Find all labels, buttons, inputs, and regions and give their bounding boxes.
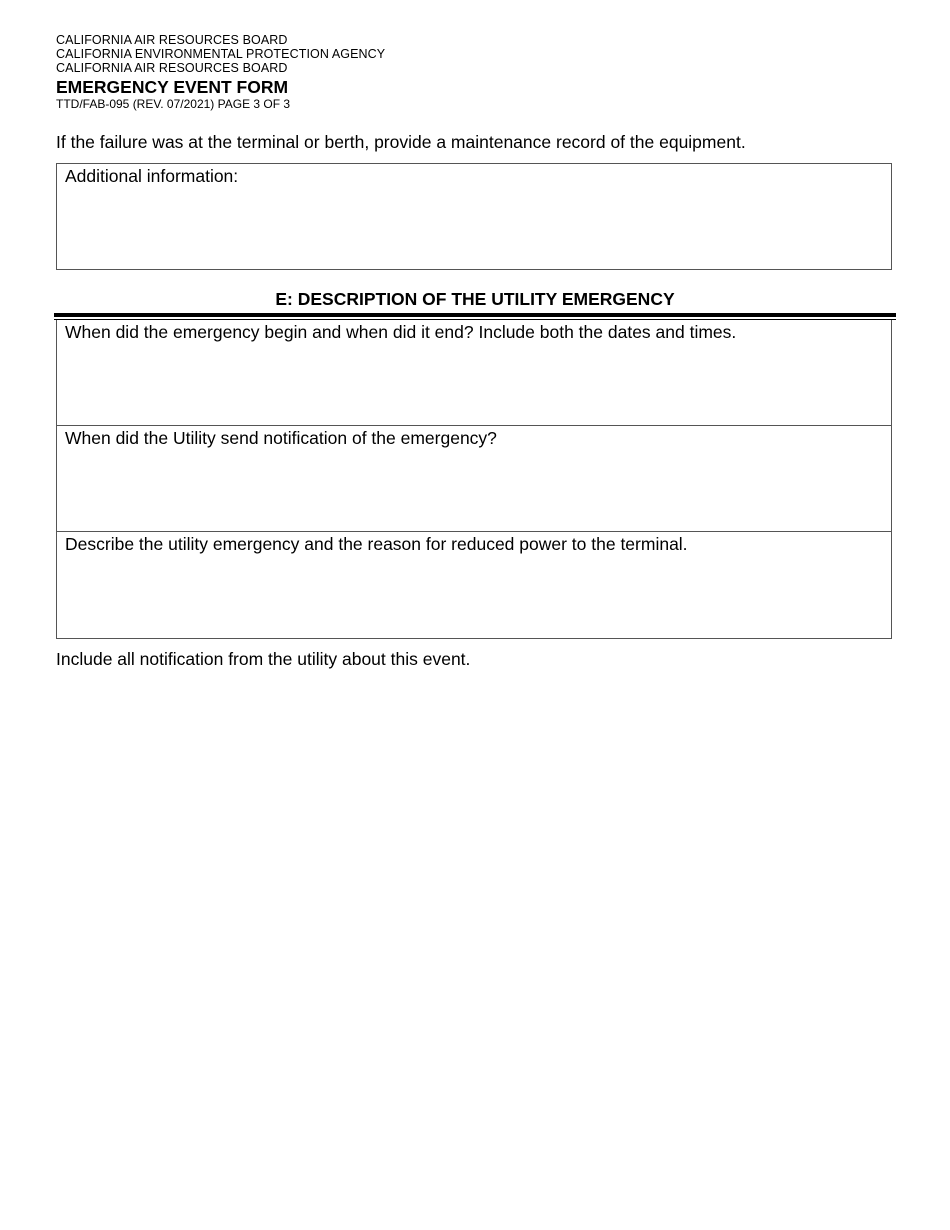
emergency-dates-label: When did the emergency begin and when did it end? Include both the dates and times.	[65, 322, 737, 342]
notification-note: Include all notification from the utility about this event.	[56, 649, 471, 669]
form-title: EMERGENCY EVENT FORM	[56, 77, 289, 97]
agency-line-1: CALIFORNIA AIR RESOURCES BOARD	[56, 33, 288, 47]
section-e-table	[56, 320, 892, 639]
form-header	[56, 33, 385, 111]
utility-notification-field[interactable]	[57, 426, 891, 532]
emergency-description-field[interactable]	[57, 532, 891, 638]
additional-info-label: Additional information:	[65, 166, 239, 186]
utility-notification-label: When did the Utility send notification of the emergency?	[65, 428, 497, 448]
additional-info-field[interactable]	[56, 163, 892, 270]
agency-line-2: CALIFORNIA ENVIRONMENTAL PROTECTION AGENCY	[56, 47, 386, 61]
section-e-title: E: DESCRIPTION OF THE UTILITY EMERGENCY	[275, 289, 675, 309]
emergency-description-label: Describe the utility emergency and the reason for reduced power to the terminal.	[65, 534, 688, 554]
section-divider-thick	[54, 313, 896, 317]
agency-line-3: CALIFORNIA AIR RESOURCES BOARD	[56, 61, 288, 75]
form-id: TTD/FAB-095 (REV. 07/2021) PAGE 3 OF 3	[56, 97, 291, 111]
emergency-dates-field[interactable]	[57, 320, 891, 426]
maintenance-instruction: If the failure was at the terminal or berth, provide a maintenance record of the equipment.	[56, 132, 746, 152]
